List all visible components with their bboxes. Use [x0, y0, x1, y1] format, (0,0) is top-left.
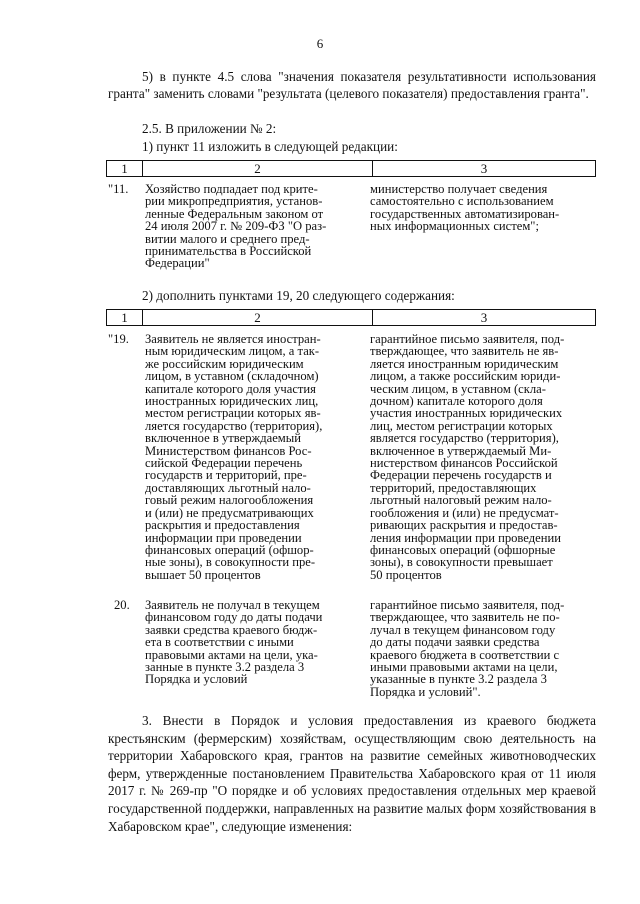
- closing-paragraph: 3. Внести в Порядок и условия предоставления из краевого бюджета крестьянским (фермерским) хозяйствам, осуществляющим свою деятельность на территории Хабаровского края, грантов на развитие семейных животноводческих ферм, утвержденные постановлением Правительства Хабаровского края от 11 июля 2017 г. № 269-пр "О порядке и об условиях предоставления отдельных мер краевой государственной поддержки, направленных на развитие малых форм хозяйствования в Хабаровском крае", следующие изменения:: [108, 713, 597, 834]
- row-number: "11.: [108, 182, 129, 196]
- item-1: 1) пункт 11 изложить в следующей редакции:: [142, 139, 398, 154]
- page-number: 6: [316, 36, 324, 51]
- row-document: гарантийное письмо заявителя, под- тверждающее, что заявитель не яв- ляется иностранным юридическим лицом, а также российским юриди- ческим лицом, в уставном (скла- дочном) капитале которого доля участия иностранных юридических лиц, местом регистрации которых является государство (территория), включенное в утверждаемый Ми- нистерством финансов Российской Федерации перечень государств и территорий, предоставляющих льготный налоговый режим нало- гообложения и (или) не предусмат- ривающих раскрытия и предостав- ления информации при проведении финансовых операций (офшорные зоны), в совокупности превышает 50 процентов: [370, 332, 565, 582]
- table1-header-col1: 1: [107, 161, 143, 176]
- row-number: "19.: [108, 332, 129, 346]
- item-2: 2) дополнить пунктами 19, 20 следующего содержания:: [142, 288, 455, 303]
- section-2-5: 2.5. В приложении № 2:: [142, 121, 277, 136]
- row-criterion: Хозяйство подпадает под крите- рии микропредприятия, установ- ленные Федеральным законом от 24 июля 2007 г. № 209-ФЗ "О раз- витии малого и среднего пред- принимательства в Российской Федерации": [145, 182, 327, 271]
- table2-header-col1: 1: [107, 310, 143, 325]
- row-document: гарантийное письмо заявителя, под- тверждающее, что заявитель не по- лучал в текущем финансовом году до даты подачи заявки средства краевого бюджета в соответствии с иными правовыми актами на цели, указанные в пункте 3.2 раздела 3 Порядка и условий".: [370, 598, 565, 699]
- paragraph-5: 5) в пункте 4.5 слова "значения показателя результативности использования гранта" заменить словами "результата (целевого показателя) предоставления гранта".: [108, 69, 596, 101]
- table1-header-col2: 2: [143, 161, 373, 176]
- table2-header: [106, 309, 596, 326]
- row-criterion: Заявитель не является иностран- ным юридическим лицом, а так- же российским юридическим лицом, в уставном (складочном) капитале которого доля участия иностранных юридических лиц, местом регистрации которых яв- ляется государство (территория), включенное в утверждаемый Министерством финансов Рос- сийской Федерации перечень государств и территорий, пре- доставляющих льготный нало- говый режим налогообложения и (или) не предусматривающих раскрытия и предоставления информации при проведении финансовых операций (офшор- ные зоны), в совокупности пре- вышает 50 процентов: [145, 332, 323, 582]
- table1-header-col3: 3: [480, 161, 488, 176]
- table2-header-col3: 3: [480, 310, 488, 325]
- row-criterion: Заявитель не получал в текущем финансовом году до даты подачи заявки средства краевого бюдж- ета в соответствии с иными правовыми актами на цели, ука- занные в пункте 3.2 раздела 3 Порядка и условий: [145, 598, 323, 687]
- row-document: министерство получает сведения самостоятельно с использованием государственных автоматизирован- ных информационных систем";: [370, 182, 560, 234]
- table2-header-col2: 2: [143, 310, 373, 325]
- table1-header: [106, 160, 596, 177]
- row-number: 20.: [114, 598, 130, 612]
